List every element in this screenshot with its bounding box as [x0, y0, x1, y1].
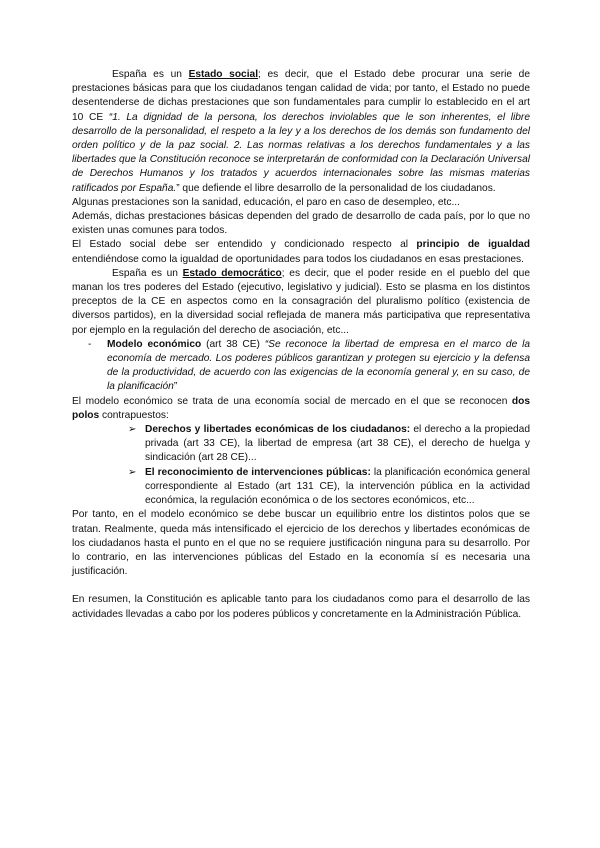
term-modelo-economico: Modelo económico: [107, 338, 202, 350]
paragraph-estado-social: [72, 68, 530, 196]
paragraph-resumen: En resumen, la Constitución es aplicable tanto para los ciudadanos como para el desarrollo de las actividades llevadas a cabo por los poderes públicos y concretamente en la Administración Pública.: [72, 594, 530, 620]
arrow-bullet-icon: ➢: [128, 466, 137, 478]
term-principio-igualdad: principio de igualdad: [416, 239, 530, 251]
text: ”: [173, 381, 178, 393]
text: El modelo económico se trata de una economía social de mercado en el que se reconocen: [72, 395, 512, 407]
document-page: [72, 68, 530, 622]
blank-line: [72, 579, 530, 593]
text: ” que defiende el libre desarrollo de la personalidad de los ciudadanos.: [176, 182, 496, 194]
list-item-intervenciones: [72, 466, 530, 509]
quote-art-10: “1. La dignidad de la persona, los derechos inviolables que le son inherentes, el libre desarrollo de la personalidad, el respeto a la ley y a los derechos de los demás son fundamento del orden político y de la paz social. 2. Las normas relativas a los derechos fundamentales y a las libertades que la Constitución reconoce se interpretarán de conformidad con la Declaración Universal de Derechos Humanos y los tratados y acuerdos internacionales sobre las mismas materias ratificados por España.: [72, 111, 530, 194]
quote-art-38: “Se reconoce la libertad de empresa en el marco de la economía de mercado. Los poderes públicos garantizan y protegen su ejercicio y la defensa de la productividad, de acuerdo con las exigencias de la economía general y, en su caso, de la planificación: [107, 338, 530, 393]
paragraph-igualdad: [72, 238, 530, 266]
text: España es un: [112, 69, 189, 80]
paragraph-estado-democratico: [72, 267, 530, 338]
term-dos-polos: dos polos: [72, 395, 530, 421]
arrow-bullet-icon: ➢: [128, 424, 137, 436]
term-estado-democratico: Estado democrático: [182, 267, 282, 279]
text: ; es decir, que el Estado debe procurar una serie de prestaciones básicas para que los ciudadanos tengan calidad de vida; por tanto, el Estado no puede desentenderse de dichas prestaciones que son fundamentales para cumplir lo establecido en el art 10 CE: [72, 69, 530, 123]
term-derechos: Derechos y libertades económicas de los ciudadanos:: [145, 424, 411, 436]
text: ; es decir, que el poder reside en el pueblo del que manan los tres poderes del Estado (ejecutivo, legislativo y judicial). Esto se plasma en los distintos preceptos de la CE en aspectos como en la consagración del pluralismo político (existencia de diversos partidos), en la diversidad social reflejada de manera más participativa que representativa por ejemplo en la regulación del derecho de asociación, etc...: [72, 267, 531, 336]
paragraph-prestaciones: Algunas prestaciones son la sanidad, educación, el paro en caso de desempleo, etc...: [72, 196, 460, 208]
paragraph-equilibrio: Por tanto, en el modelo económico se debe buscar un equilibrio entre los distintos polos que se tratan. Realmente, queda más intensificado el ejercicio de los derechos y libertades económicas de los ciudadanos hasta el punto en el que no se requiere justificación ninguna para su desarrollo. Por lo contrario, en las intervenciones públicas del Estado en la economía sí es necesaria una justificación.: [72, 509, 530, 578]
text: el derecho a la propiedad privada (art 33 CE), la libertad de empresa (art 38 CE), el derecho de huelga y sindicación (art 28 CE)...: [145, 424, 531, 464]
text: (art 38 CE): [201, 338, 265, 350]
text: la planificación económica general correspondiente al Estado (art 131 CE), la intervención pública en la actividad económica, la regulación económica o de los sectores económicos, etc...: [145, 466, 530, 507]
text: España es un: [112, 267, 183, 279]
list-item-modelo-economico: [72, 338, 530, 395]
paragraph-dos-polos: [72, 395, 530, 423]
term-intervenciones: El reconocimiento de intervenciones públicas:: [145, 466, 371, 478]
text: entendiéndose como la igualdad de oportunidades para todos los ciudadanos en esas prestaciones.: [72, 253, 524, 265]
dash-bullet: -: [88, 338, 92, 350]
list-item-derechos: [72, 423, 530, 466]
term-estado-social: Estado social: [188, 69, 259, 80]
text: El Estado social debe ser entendido y condicionado respecto al: [72, 239, 417, 251]
text: contrapuestos:: [99, 409, 169, 421]
paragraph-desarrollo: Además, dichas prestaciones básicas dependen del grado de desarrollo de cada país, por lo que no existen unas comunes para todos.: [72, 211, 530, 237]
